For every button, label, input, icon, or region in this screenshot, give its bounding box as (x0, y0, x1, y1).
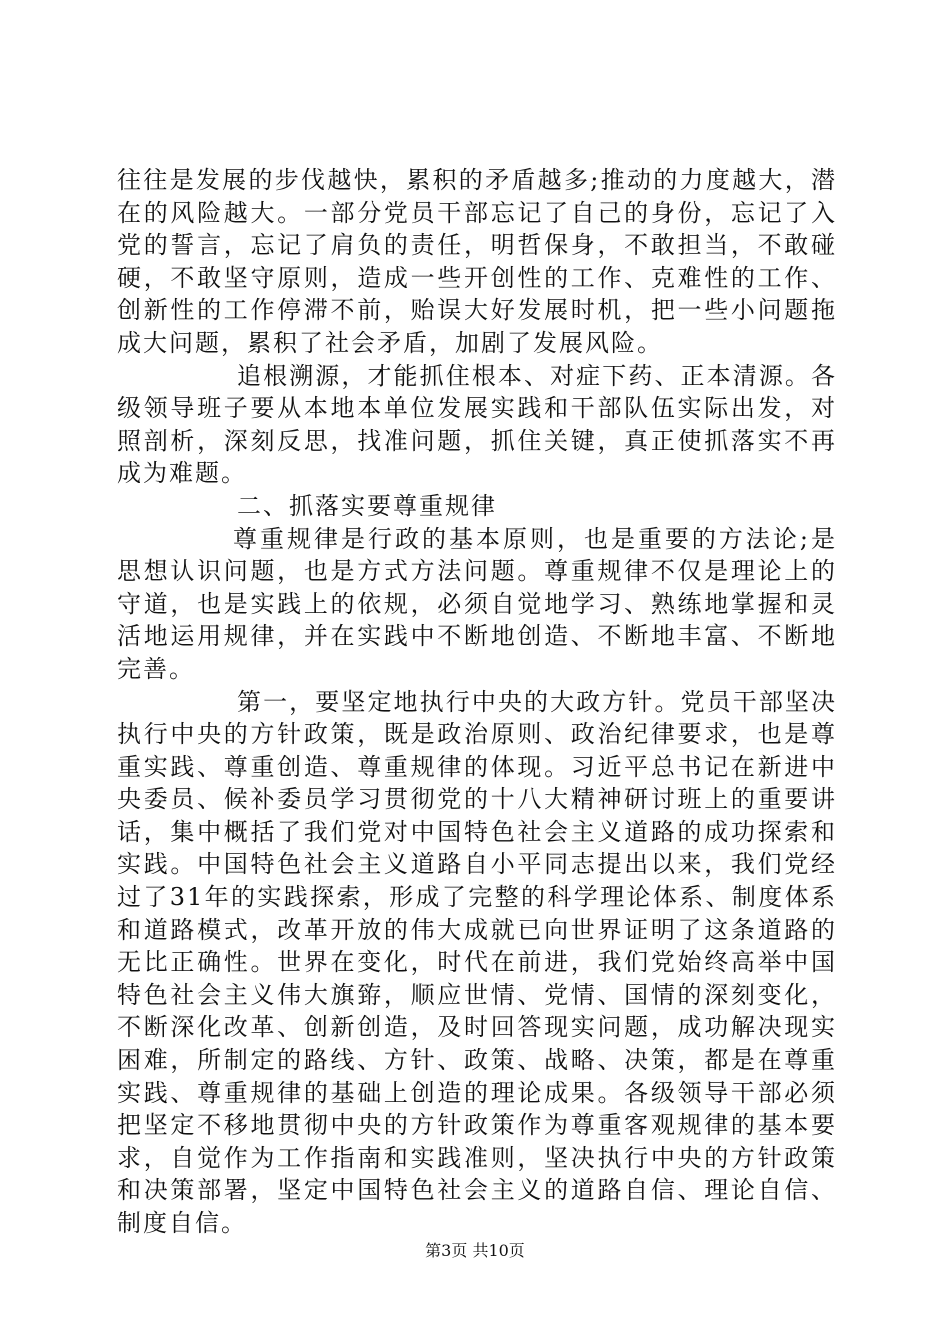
paragraph-root-cause: 追根溯源，才能抓住根本、对症下药、正本清源。各级领导班子要从本地本单位发展实践和干部队伍实际出发，对照剖析，深刻反思，找准问题，抓住关键，真正使抓落实不再成为难题。 (117, 361, 837, 488)
document-body (117, 164, 837, 1240)
page-footer: 第3页 共10页 (425, 1241, 525, 1260)
paragraph-first-point: 第一，要坚定地执行中央的大政方针。党员干部坚决执行中央的方针政策，既是政治原则、政治纪律要求，也是尊重实践、尊重创造、尊重规律的体现。习近平总书记在新进中央委员、候补委员学习贯彻党的十八大精神研讨班上的重要讲话，集中概括了我们党对中国特色社会主义道路的成功探索和实践。中国特色社会主义道路自小平同志提出以来，我们党经过了31年的实践探索，形成了完整的科学理论体系、制度体系和道路模式，改革开放的伟大成就已向世界证明了这条道路的无比正确性。世界在变化，时代在前进，我们党始终高举中国特色社会主义伟大旗臶，顺应世情、党情、国情的深刻变化，不断深化改革、创新创造，及时回答现实问题，成功解决现实困难，所制定的路线、方针、政策、战略、决策，都是在尊重实践、尊重规律的基础上创造的理论成果。各级领导干部必须把坚定不移地贯彻中央的方针政策作为尊重客观规律的基本要求，自觉作为工作指南和实践准则，坚决执行中央的方针政策和决策部署，坚定中国特色社会主义的道路自信、理论自信、制度自信。 (117, 687, 837, 1237)
section-heading: 二、抓落实要尊重规律 (237, 491, 497, 520)
paragraph-respect-rules: 尊重规律是行政的基本原则，也是重要的方法论;是思想认识问题，也是方式方法问题。尊重规律不仅是理论上的守道，也是实践上的依规，必须自觉地学习、熟练地掌握和灵活地运用规律，并在实践中不断地创造、不断地丰富、不断地完善。 (117, 524, 837, 683)
paragraph-continuation: 往往是发展的步伐越快，累积的矛盾越多;推动的力度越大，潜在的风险越大。一部分党员干部忘记了自己的身份，忘记了入党的誓言，忘记了肩负的责任，明哲保身，不敢担当，不敢碰硬，不敢坚守原则，造成一些开创性的工作、克难性的工作、创新性的工作停滞不前，贻误大好发展时机，把一些小问题拖成大问题，累积了社会矛盾，加剧了发展风险。 (117, 166, 837, 357)
